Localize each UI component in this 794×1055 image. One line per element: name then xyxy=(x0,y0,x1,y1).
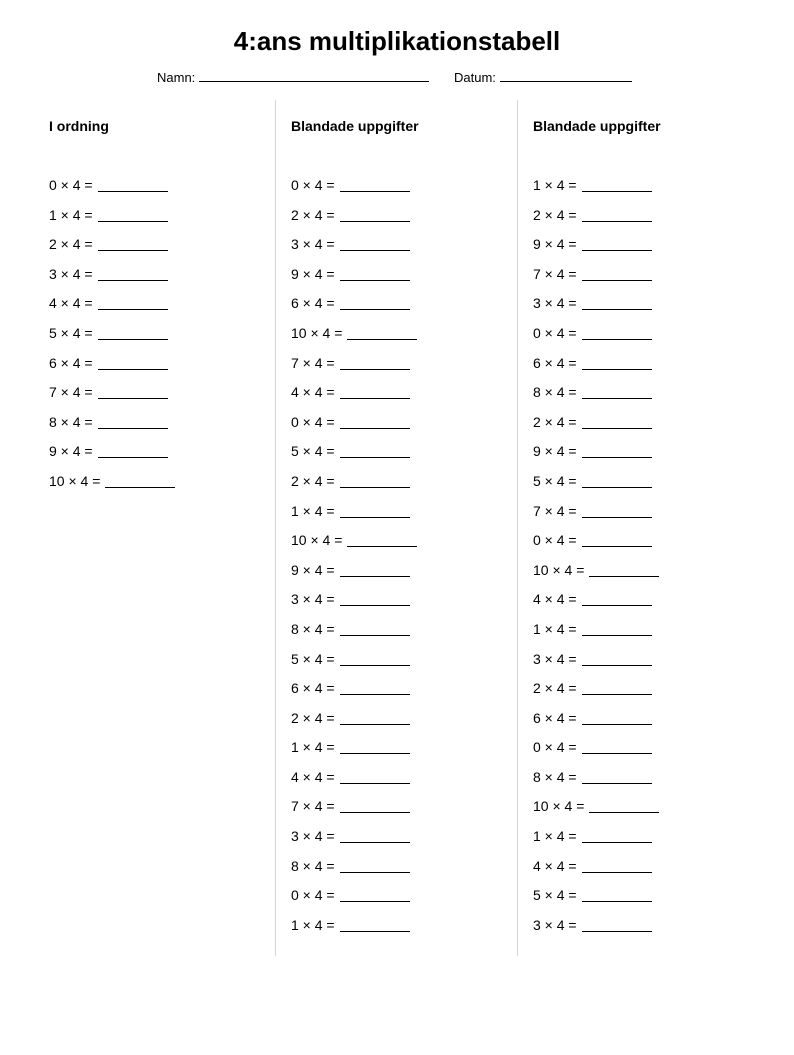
problem-equation: 10 × 4 = xyxy=(291,532,343,549)
problem-row xyxy=(291,294,417,324)
problem-row xyxy=(533,176,659,206)
problem-equation: 1 × 4 = xyxy=(291,916,335,933)
problem-equation: 0 × 4 = xyxy=(533,532,577,549)
problem-row xyxy=(49,265,175,295)
answer-blank[interactable] xyxy=(105,472,175,488)
problem-row xyxy=(533,679,659,709)
problem-equation: 5 × 4 = xyxy=(291,650,335,667)
problem-equation: 4 × 4 = xyxy=(533,857,577,874)
problem-equation: 0 × 4 = xyxy=(291,177,335,193)
problem-equation: 6 × 4 = xyxy=(291,295,335,312)
problem-equation: 4 × 4 = xyxy=(291,768,335,785)
problem-equation: 10 × 4 = xyxy=(49,472,101,489)
problem-equation: 0 × 4 = xyxy=(49,177,93,193)
answer-blank[interactable] xyxy=(340,797,410,813)
answer-blank[interactable] xyxy=(347,531,417,547)
answer-blank[interactable] xyxy=(340,502,410,518)
column-divider xyxy=(517,100,518,956)
problem-equation: 5 × 4 = xyxy=(49,324,93,341)
problem-equation: 2 × 4 = xyxy=(49,236,93,253)
page-title: 4:ans multiplikationstabell xyxy=(233,26,561,56)
problem-equation: 5 × 4 = xyxy=(291,443,335,460)
problem-row xyxy=(49,206,175,236)
problem-row xyxy=(291,916,417,946)
answer-blank[interactable] xyxy=(340,709,410,725)
answer-blank[interactable] xyxy=(582,738,652,754)
answer-blank[interactable] xyxy=(582,206,652,222)
problem-equation: 9 × 4 = xyxy=(533,443,577,460)
problem-equation: 3 × 4 = xyxy=(291,236,335,253)
answer-blank[interactable] xyxy=(582,294,652,310)
problem-row xyxy=(49,383,175,413)
problem-row xyxy=(533,472,659,502)
answer-blank[interactable] xyxy=(340,886,410,902)
problem-row xyxy=(291,531,417,561)
answer-blank[interactable] xyxy=(98,354,168,370)
problem-equation: 8 × 4 = xyxy=(49,413,93,430)
answer-blank[interactable] xyxy=(98,442,168,458)
problem-equation: 8 × 4 = xyxy=(533,768,577,785)
answer-blank[interactable] xyxy=(582,857,652,873)
answer-blank[interactable] xyxy=(582,709,652,725)
problem-row xyxy=(533,383,659,413)
problem-row xyxy=(291,442,417,472)
problem-row xyxy=(533,531,659,561)
problem-row xyxy=(533,502,659,532)
problem-equation: 7 × 4 = xyxy=(49,384,93,401)
problem-row xyxy=(49,235,175,265)
answer-blank[interactable] xyxy=(589,797,659,813)
answer-blank[interactable] xyxy=(340,294,410,310)
answer-blank[interactable] xyxy=(340,472,410,488)
problem-equation: 6 × 4 = xyxy=(533,354,577,371)
problem-equation: 0 × 4 = xyxy=(291,413,335,430)
problem-equation: 3 × 4 = xyxy=(49,265,93,282)
column-heading: Blandade uppgifter xyxy=(533,118,661,134)
answer-blank[interactable] xyxy=(340,442,410,458)
answer-blank[interactable] xyxy=(98,383,168,399)
problem-row xyxy=(533,797,659,827)
answer-blank[interactable] xyxy=(582,472,652,488)
problem-row xyxy=(291,324,417,354)
answer-blank[interactable] xyxy=(98,324,168,340)
problem-equation: 3 × 4 = xyxy=(533,916,577,933)
problem-equation: 6 × 4 = xyxy=(533,709,577,726)
answer-blank[interactable] xyxy=(589,561,659,577)
problem-equation: 6 × 4 = xyxy=(49,354,93,371)
problem-row xyxy=(533,827,659,857)
problem-row xyxy=(49,442,175,472)
date-blank-line[interactable] xyxy=(500,67,632,82)
problem-row xyxy=(291,620,417,650)
problem-equation: 4 × 4 = xyxy=(291,384,335,401)
problem-row xyxy=(533,413,659,443)
problem-row xyxy=(291,502,417,532)
problem-row xyxy=(291,709,417,739)
answer-blank[interactable] xyxy=(582,265,652,281)
answer-blank[interactable] xyxy=(582,620,652,636)
answer-blank[interactable] xyxy=(582,413,652,429)
problem-row xyxy=(49,176,175,206)
answer-blank[interactable] xyxy=(582,768,652,784)
problem-row xyxy=(291,886,417,916)
problem-equation: 3 × 4 = xyxy=(533,295,577,312)
problem-equation: 0 × 4 = xyxy=(291,887,335,904)
answer-blank[interactable] xyxy=(582,176,652,192)
answer-blank[interactable] xyxy=(340,413,410,429)
problem-row xyxy=(533,768,659,798)
problem-equation: 1 × 4 = xyxy=(533,828,577,845)
problem-equation: 3 × 4 = xyxy=(291,591,335,608)
problem-equation: 2 × 4 = xyxy=(533,206,577,223)
problem-row xyxy=(533,620,659,650)
problem-row xyxy=(533,738,659,768)
problem-equation: 5 × 4 = xyxy=(533,887,577,904)
answer-blank[interactable] xyxy=(582,679,652,695)
answer-blank[interactable] xyxy=(98,265,168,281)
date-label: Datum: xyxy=(454,70,496,85)
problem-equation: 7 × 4 = xyxy=(533,502,577,519)
answer-blank[interactable] xyxy=(340,383,410,399)
problem-row xyxy=(291,768,417,798)
problem-equation: 0 × 4 = xyxy=(533,324,577,341)
answer-blank[interactable] xyxy=(582,383,652,399)
answer-blank[interactable] xyxy=(340,738,410,754)
problem-row xyxy=(291,650,417,680)
problem-row xyxy=(291,738,417,768)
problem-row xyxy=(533,916,659,946)
problem-row xyxy=(533,206,659,236)
answer-blank[interactable] xyxy=(582,590,652,606)
problem-equation: 2 × 4 = xyxy=(291,206,335,223)
problem-row xyxy=(533,561,659,591)
answer-blank[interactable] xyxy=(98,206,168,222)
answer-blank[interactable] xyxy=(582,354,652,370)
problem-row xyxy=(49,354,175,384)
problem-row xyxy=(291,206,417,236)
problem-equation: 2 × 4 = xyxy=(291,472,335,489)
student-info-row xyxy=(0,67,794,83)
problem-row xyxy=(49,294,175,324)
answer-blank[interactable] xyxy=(340,857,410,873)
answer-blank[interactable] xyxy=(582,442,652,458)
answer-blank[interactable] xyxy=(582,916,652,932)
column-mixed-2 xyxy=(533,100,753,956)
problem-row xyxy=(533,886,659,916)
answer-blank[interactable] xyxy=(340,176,410,192)
answer-blank[interactable] xyxy=(582,650,652,666)
name-label: Namn: xyxy=(157,70,196,85)
problem-equation: 1 × 4 = xyxy=(291,739,335,756)
answer-blank[interactable] xyxy=(582,235,652,251)
problem-equation: 7 × 4 = xyxy=(291,354,335,371)
answer-blank[interactable] xyxy=(582,531,652,547)
problem-row xyxy=(533,709,659,739)
problem-row xyxy=(291,354,417,384)
problem-row xyxy=(533,265,659,295)
answer-blank[interactable] xyxy=(582,324,652,340)
problem-equation: 2 × 4 = xyxy=(533,413,577,430)
problem-equation: 1 × 4 = xyxy=(533,177,577,193)
problem-equation: 2 × 4 = xyxy=(533,680,577,697)
problem-row xyxy=(291,827,417,857)
problem-row xyxy=(291,797,417,827)
problem-equation: 7 × 4 = xyxy=(291,798,335,815)
problem-row xyxy=(291,857,417,887)
column-mixed-1 xyxy=(291,100,511,956)
problem-row xyxy=(533,354,659,384)
problem-equation: 8 × 4 = xyxy=(533,384,577,401)
problem-equation: 9 × 4 = xyxy=(291,265,335,282)
answer-blank[interactable] xyxy=(347,324,417,340)
answer-blank[interactable] xyxy=(582,827,652,843)
problem-row xyxy=(291,679,417,709)
problem-equation: 9 × 4 = xyxy=(291,561,335,578)
problem-equation: 9 × 4 = xyxy=(49,443,93,460)
problem-row xyxy=(291,265,417,295)
answer-blank[interactable] xyxy=(340,650,410,666)
problem-row xyxy=(533,324,659,354)
answer-blank[interactable] xyxy=(98,176,168,192)
answer-blank[interactable] xyxy=(340,265,410,281)
problem-equation: 5 × 4 = xyxy=(533,472,577,489)
answer-blank[interactable] xyxy=(340,590,410,606)
problem-row xyxy=(49,413,175,443)
problem-row xyxy=(291,472,417,502)
problem-equation: 1 × 4 = xyxy=(533,620,577,637)
problem-equation: 10 × 4 = xyxy=(533,561,585,578)
problem-row xyxy=(533,294,659,324)
problem-row xyxy=(291,413,417,443)
answer-blank[interactable] xyxy=(340,827,410,843)
column-heading: Blandade uppgifter xyxy=(291,118,419,134)
problem-row xyxy=(49,472,175,502)
problem-list xyxy=(533,176,659,945)
column-divider xyxy=(275,100,276,956)
answer-blank[interactable] xyxy=(340,916,410,932)
problem-row xyxy=(291,176,417,206)
answer-blank[interactable] xyxy=(340,561,410,577)
answer-blank[interactable] xyxy=(98,413,168,429)
problem-equation: 8 × 4 = xyxy=(291,857,335,874)
problem-equation: 6 × 4 = xyxy=(291,680,335,697)
problem-equation: 9 × 4 = xyxy=(533,236,577,253)
problem-row xyxy=(533,442,659,472)
problem-equation: 7 × 4 = xyxy=(533,265,577,282)
problem-row xyxy=(49,324,175,354)
problem-row xyxy=(533,650,659,680)
answer-blank[interactable] xyxy=(582,886,652,902)
problem-equation: 10 × 4 = xyxy=(533,798,585,815)
problem-equation: 3 × 4 = xyxy=(533,650,577,667)
answer-blank[interactable] xyxy=(340,679,410,695)
answer-blank[interactable] xyxy=(340,235,410,251)
problem-equation: 1 × 4 = xyxy=(49,206,93,223)
problem-equation: 10 × 4 = xyxy=(291,324,343,341)
column-in-order xyxy=(49,100,269,956)
answer-blank[interactable] xyxy=(98,235,168,251)
problem-equation: 4 × 4 = xyxy=(49,295,93,312)
problem-equation: 0 × 4 = xyxy=(533,739,577,756)
problem-row xyxy=(291,590,417,620)
column-heading: I ordning xyxy=(49,118,109,134)
problem-row xyxy=(291,235,417,265)
problem-list xyxy=(49,176,175,502)
problem-list xyxy=(291,176,417,945)
problem-equation: 8 × 4 = xyxy=(291,620,335,637)
problem-row xyxy=(533,235,659,265)
problem-equation: 2 × 4 = xyxy=(291,709,335,726)
answer-blank[interactable] xyxy=(98,294,168,310)
problem-row xyxy=(533,857,659,887)
date-field[interactable] xyxy=(454,67,632,83)
name-field[interactable] xyxy=(157,67,429,83)
name-blank-line[interactable] xyxy=(199,67,429,82)
answer-blank[interactable] xyxy=(582,502,652,518)
answer-blank[interactable] xyxy=(340,768,410,784)
problem-row xyxy=(291,561,417,591)
answer-blank[interactable] xyxy=(340,620,410,636)
answer-blank[interactable] xyxy=(340,206,410,222)
problem-equation: 1 × 4 = xyxy=(291,502,335,519)
problem-row xyxy=(533,590,659,620)
problem-equation: 4 × 4 = xyxy=(533,591,577,608)
answer-blank[interactable] xyxy=(340,354,410,370)
problem-row xyxy=(291,383,417,413)
problem-equation: 3 × 4 = xyxy=(291,828,335,845)
